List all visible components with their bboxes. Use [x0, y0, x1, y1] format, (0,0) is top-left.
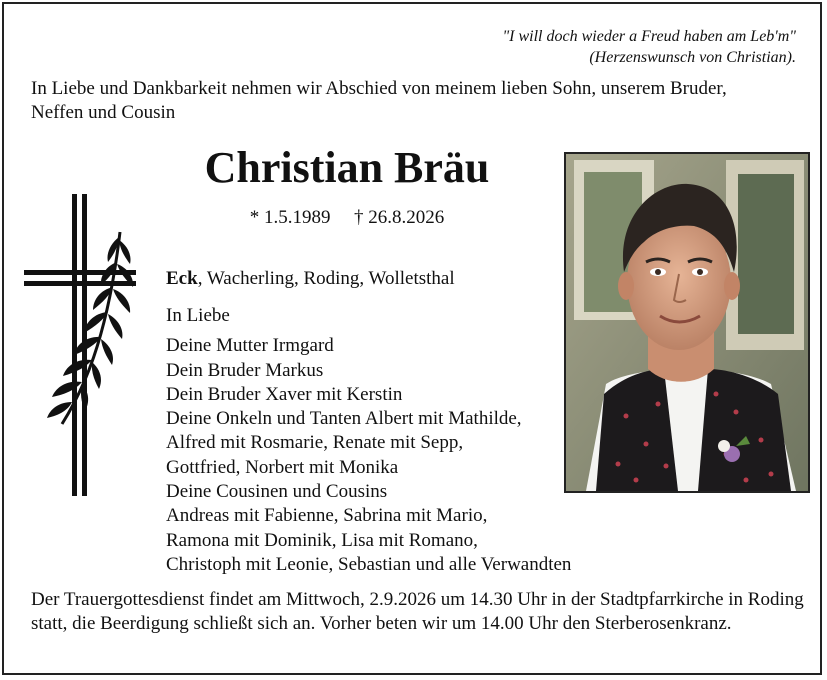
mourner-line: Ramona mit Dominik, Lisa mit Romano,	[166, 529, 478, 551]
mourner-line: Deine Mutter Irmgard	[166, 335, 334, 357]
portrait-photo	[564, 152, 810, 493]
places-line	[166, 267, 455, 291]
mourner-line: Deine Onkeln und Tanten Albert mit Mathilde,	[166, 408, 522, 430]
mourners-heading: In Liebe	[166, 305, 230, 326]
deceased-name: Christian Bräu	[204, 143, 490, 192]
life-dates	[164, 206, 530, 230]
quote-line-1: "I will doch wieder a Freud haben am Leb'm"	[502, 28, 796, 45]
mourner-line: Deine Cousinen und Cousins	[166, 481, 388, 503]
mourner-line: Christoph mit Leonie, Sebastian und alle Verwandten	[166, 553, 572, 575]
place-rest: , Wacherling, Roding, Wolletsthal	[197, 268, 455, 289]
mourner-line: Dein Bruder Markus	[166, 359, 324, 381]
mourner-line: Dein Bruder Xaver mit Kerstin	[166, 383, 403, 405]
death-date: † 26.8.2026	[354, 207, 445, 228]
obituary-notice	[2, 2, 822, 675]
service-info: Der Trauergottesdienst findet am Mittwoch, 2.9.2026 um 14.30 Uhr in der Stadtpfarrkirche in Roding statt, die Beerdigung schließt sich an. Vorher beten wir um 14.00 Uhr den Sterberosenkranz.	[31, 589, 804, 634]
quote-line-2: (Herzenswunsch von Christian).	[589, 49, 796, 66]
cross-with-palm-branch-icon	[22, 192, 140, 507]
memorial-quote	[502, 26, 796, 68]
birth-date: * 1.5.1989	[249, 207, 331, 228]
intro-text: In Liebe und Dankbarkeit nehmen wir Abschied von meinem lieben Sohn, unserem Bruder, Neffen und Cousin	[31, 78, 727, 123]
mourner-line: Andreas mit Fabienne, Sabrina mit Mario,	[166, 505, 488, 527]
mourner-line: Gottfried, Norbert mit Monika	[166, 456, 399, 478]
place-first: Eck	[166, 268, 198, 289]
mourner-line: Alfred mit Rosmarie, Renate mit Sepp,	[166, 432, 464, 454]
mourners-list	[166, 304, 571, 577]
